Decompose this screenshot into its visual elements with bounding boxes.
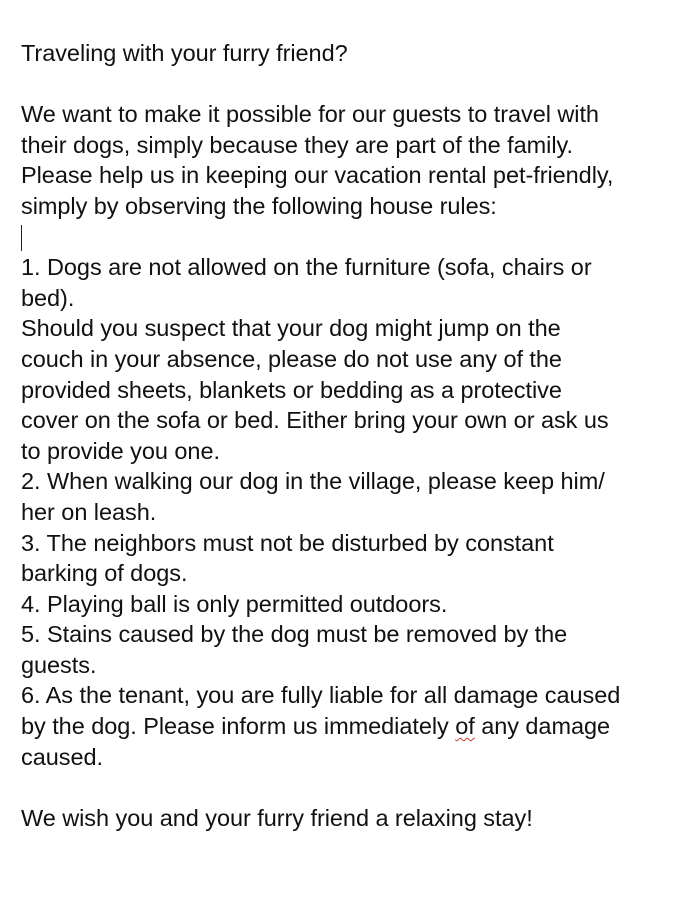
rule-6-text-before: by the dog. Please inform us immediately — [21, 713, 456, 740]
rule-5-line: guests. — [21, 651, 97, 678]
rule-6-line: 6. As the tenant, you are fully liable for all damage caused — [21, 682, 621, 709]
blank-line — [21, 772, 691, 803]
rule-1-line: 1. Dogs are not allowed on the furniture (sofa, chairs or — [21, 254, 592, 281]
rule-6-line: caused. — [21, 743, 103, 770]
blank-line — [21, 69, 691, 100]
rule-5-line: 5. Stains caused by the dog must be removed by the — [21, 621, 568, 648]
rule-3-line: barking of dogs. — [21, 560, 188, 587]
rule-1-line: bed). — [21, 284, 75, 311]
intro-line: Please help us in keeping our vacation rental pet-friendly, — [21, 162, 614, 189]
rule-1-line: Should you suspect that your dog might jump on the — [21, 315, 561, 342]
rule-1-line: provided sheets, blankets or bedding as a protective — [21, 376, 562, 403]
rule-6-line — [21, 711, 691, 742]
rule-1-line: to provide you one. — [21, 437, 220, 464]
rule-6-text-after: any damage — [474, 713, 611, 740]
rule-2-line: her on leash. — [21, 498, 157, 525]
rule-3-line: 3. The neighbors must not be disturbed by constant — [21, 529, 554, 556]
heading-line: Traveling with your furry friend? — [21, 40, 348, 66]
blank-line-with-caret[interactable] — [21, 222, 691, 253]
intro-line: simply by observing the following house rules: — [21, 192, 497, 219]
text-cursor — [21, 225, 22, 251]
rule-1-line: cover on the sofa or bed. Either bring your own or ask us — [21, 407, 609, 434]
rule-1-line: couch in your absence, please do not use any of the — [21, 345, 562, 372]
intro-line: their dogs, simply because they are part of the family. — [21, 131, 573, 158]
rule-4-line: 4. Playing ball is only permitted outdoors. — [21, 590, 448, 617]
spellcheck-flagged-word[interactable]: of — [455, 713, 475, 740]
intro-line: We want to make it possible for our guests to travel with — [21, 101, 599, 128]
closing-line: We wish you and your furry friend a relaxing stay! — [21, 804, 533, 831]
rule-2-line: 2. When walking our dog in the village, please keep him/ — [21, 468, 605, 495]
document-body[interactable] — [21, 38, 691, 833]
